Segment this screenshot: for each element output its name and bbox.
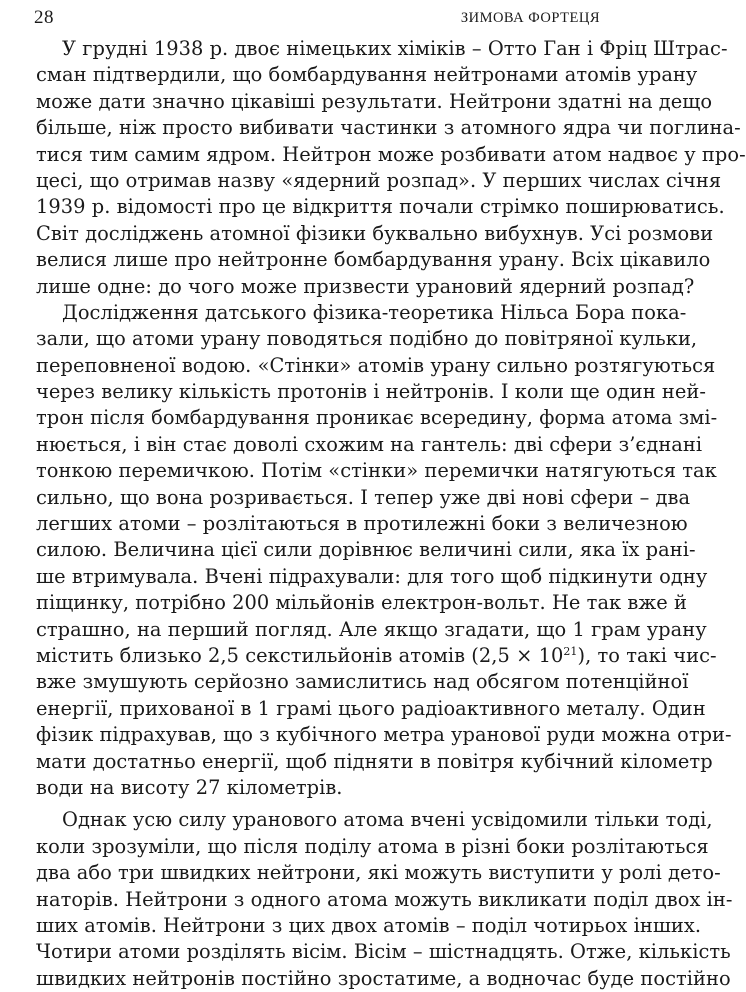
text-line: Чотири атоми розділять вісім. Вісім – шістнадцять. Отже, кількість — [36, 940, 731, 964]
text-line: легших атоми – розлітаються в протилежні боки з величезною — [36, 512, 688, 536]
text-line: два або три швидких нейтрони, які можуть виступити у ролі дето- — [36, 861, 721, 885]
text-segment: ), то такі чис- — [577, 643, 717, 667]
text-line: вже змушують серйозно замислитись над обсягом потенційної — [36, 670, 689, 694]
text-line: Однак усю силу уранового атома вчені усвідомили тільки тоді, — [62, 808, 713, 832]
text-line: ших атомів. Нейтрони з цих двох атомів – поділ чотирьох інших. — [36, 913, 702, 937]
text-line: води на висоту 27 кілометрів. — [36, 775, 343, 799]
text-line: цесі, що отримав назву «ядерний розпад». У перших числах січня — [36, 168, 722, 192]
paragraph — [36, 807, 733, 992]
text-line: Дослідження датського фізика-теоретика Нільса Бора пока- — [62, 300, 687, 324]
text-line: тися тим самим ядром. Нейтрон може розбивати атом надвоє у про- — [36, 142, 746, 166]
text-line: коли зрозуміли, що після поділу атома в різні боки розлітаються — [36, 834, 709, 858]
text-line-with-exponent — [36, 643, 717, 669]
text-line: переповненої водою. «Стінки» атомів урану сильно розтягуються — [36, 353, 716, 377]
text-line: може дати значно цікавіші результати. Нейтрони здатні на дещо — [36, 89, 713, 113]
text-line: сильно, що вона розривається. І тепер уже дві нові сфери – два — [36, 485, 691, 509]
book-title: ЗИМОВА ФОРТЕЦЯ — [460, 10, 600, 26]
paragraph — [36, 300, 732, 801]
text-line: наторів. Нейтрони з одного атома можуть викликати поділ двох ін- — [36, 887, 733, 911]
text-line: лише одне: до чого може призвести урановий ядерний розпад? — [36, 274, 695, 298]
exponent: 21 — [563, 644, 578, 658]
text-line: сман підтвердили, що бомбардування нейтронами атомів урану — [36, 63, 698, 87]
page-number: 28 — [34, 7, 54, 28]
paragraph — [36, 36, 746, 300]
text-line: нюється, і він стає доволі схожим на гантель: дві сфери з’єднані — [36, 432, 703, 456]
text-line: мати достатньо енергії, щоб підняти в повітря кубічний кілометр — [36, 749, 713, 773]
text-line: Світ досліджень атомної фізики буквально вибухнув. Усі розмови — [36, 221, 714, 245]
text-line: енергії, прихованої в 1 грамі цього радіоактивного металу. Один — [36, 696, 706, 720]
text-line: трон після бомбардування проникає всередину, форма атома змі- — [36, 406, 718, 430]
text-line: 1939 р. відомості про це відкриття почали стрімко поширюватись. — [36, 195, 725, 219]
text-segment: містить близько 2,5 секстильйонів атомів (2,5 × 10 — [36, 643, 564, 667]
text-line: через велику кількість протонів і нейтронів. І коли ще один ней- — [36, 380, 706, 404]
text-line: силою. Величина цієї сили дорівнює величині сили, яка їх рані- — [36, 538, 696, 562]
text-line: більше, ніж просто вибивати частинки з атомного ядра чи поглина- — [36, 116, 741, 140]
text-line: ше втримувала. Вчені підрахували: для того щоб підкинути одну — [36, 564, 708, 588]
running-head — [34, 6, 600, 30]
body-text — [36, 36, 746, 992]
text-line: У грудні 1938 р. двоє німецьких хіміків – Отто Ган і Фріц Штрас- — [62, 37, 728, 60]
text-line: тонкою перемичкою. Потім «стінки» перемички натягуються так — [36, 459, 717, 483]
text-line: піщинку, потрібно 200 мільйонів електрон-вольт. Не так вже й — [36, 591, 688, 615]
text-line: велися лише про нейтронне бомбардування урану. Всіх цікавило — [36, 248, 711, 272]
text-line: фізик підрахував, що з кубічного метра уранової руди можна отри- — [36, 723, 732, 747]
text-line: страшно, на перший погляд. Але якщо згадати, що 1 грам урану — [36, 617, 707, 641]
text-line: зали, що атоми урану поводяться подібно до повітряної кульки, — [36, 327, 698, 351]
text-line: швидких нейтронів постійно зростатиме, а водночас буде постійно — [36, 966, 731, 990]
